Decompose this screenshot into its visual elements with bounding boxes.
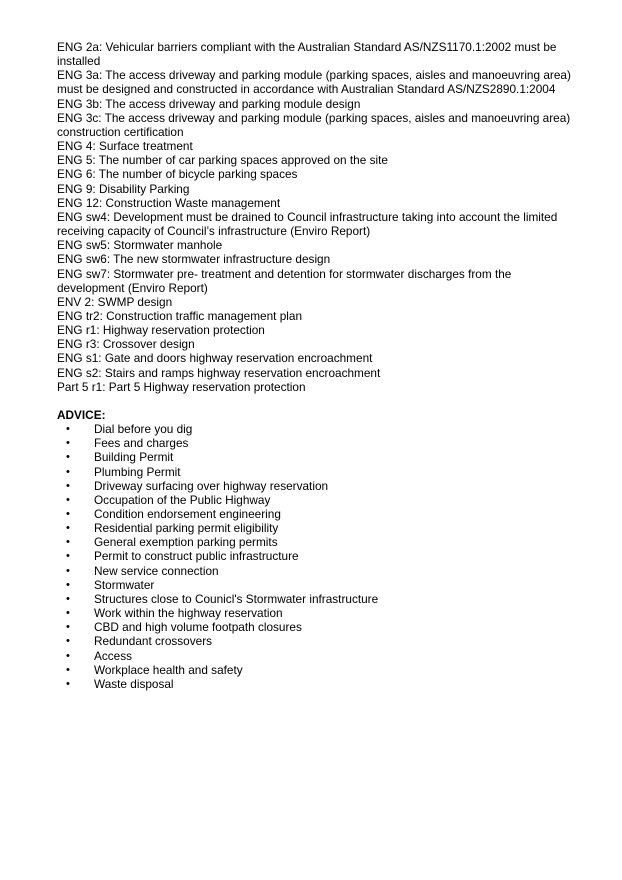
bullet-icon: • [66,649,70,662]
condition-item: ENG s1: Gate and doors highway reservation encroachment [57,351,373,366]
advice-item [57,620,577,634]
advice-item-text: Driveway surfacing over highway reservation [94,478,329,493]
advice-heading: ADVICE: [57,407,106,422]
condition-item: ENG sw5: Stormwater manhole [57,238,223,253]
advice-list [57,422,577,691]
bullet-icon: • [66,493,70,506]
document-page [57,40,577,691]
advice-item-text: Occupation of the Public Highway [94,492,271,507]
bullet-icon: • [66,592,70,605]
bullet-icon: • [66,621,70,634]
bullet-icon: • [66,607,70,620]
condition-item: ENG 4: Surface treatment [57,139,193,154]
advice-item-text: Work within the highway reservation [94,606,283,621]
advice-item-text: Plumbing Permit [94,464,181,479]
advice-item-text: Workplace health and safety [94,662,243,677]
advice-item [57,578,577,592]
bullet-icon: • [66,508,70,520]
advice-item [57,634,577,648]
advice-item [57,465,577,479]
bullet-icon: • [66,550,70,563]
advice-item [57,493,577,507]
bullet-icon: • [66,437,70,450]
bullet-icon: • [66,635,70,648]
condition-item: ENG 3c: The access driveway and parking module (parking spaces, aisles and manoeuvring area) construction certification [57,110,571,139]
condition-item: ENG 6: The number of bicycle parking spaces [57,167,298,182]
bullet-icon: • [66,536,70,549]
condition-item: ENG sw6: The new stormwater infrastructure design [57,252,331,267]
advice-item-text: Stormwater [94,577,155,592]
advice-item [57,450,577,464]
condition-item: ENG 3b: The access driveway and parking module design [57,96,361,111]
advice-item [57,436,577,450]
bullet-icon: • [66,522,70,535]
condition-item: ENG 9: Disability Parking [57,181,190,196]
advice-item [57,521,577,535]
advice-item-text: Permit to construct public infrastructure [94,549,299,564]
advice-item [57,677,577,691]
conditions-list [57,40,577,394]
condition-item: ENG s2: Stairs and ramps highway reservation encroachment [57,365,381,380]
advice-item-text: Residential parking permit eligibility [94,521,279,536]
advice-item-text: Condition endorsement engineering [94,507,281,521]
advice-item [57,564,577,578]
condition-item: ENG r3: Crossover design [57,337,195,352]
advice-item-text: Fees and charges [94,436,189,451]
bullet-icon: • [66,451,70,464]
bullet-icon: • [66,479,70,492]
bullet-icon: • [66,677,70,690]
bullet-icon: • [66,663,70,676]
condition-item: ENG r1: Highway reservation protection [57,323,265,338]
advice-item-text: Redundant crossovers [94,634,213,649]
advice-item [57,422,577,436]
advice-item-text: CBD and high volume footpath closures [94,620,302,635]
advice-item [57,549,577,563]
condition-item: ENG 3a: The access driveway and parking module (parking spaces, aisles and manoeuvring area) must be designed and constructed in accordance with Australian Standard AS/NZS2890.1:2004 [57,68,571,97]
condition-item: ENG 5: The number of car parking spaces approved on the site [57,153,388,168]
advice-item [57,592,577,606]
advice-item [57,479,577,493]
condition-item: ENG 2a: Vehicular barriers compliant with the Australian Standard AS/NZS1170.1:2002 must be installed [57,40,557,69]
advice-item-text: Structures close to Counicl's Stormwater infrastructure [94,591,379,606]
advice-item-text: Access [94,648,133,663]
advice-item [57,649,577,663]
advice-item-text: Waste disposal [94,676,174,691]
advice-item-text: Building Permit [94,450,174,465]
condition-item: ENG sw4: Development must be drained to Council infrastructure taking into account the limited receiving capacity of Council’s infrastructure (Enviro Report) [57,209,558,239]
condition-item: ENV 2: SWMP design [57,294,173,309]
advice-item-text: General exemption parking permits [94,535,278,550]
bullet-icon: • [66,423,70,436]
advice-item-text: New service connection [94,563,219,578]
advice-item-text: Dial before you dig [94,422,193,437]
advice-item [57,606,577,620]
condition-item: ENG sw7: Stormwater pre- treatment and detention for stormwater discharges from the development (Enviro Report) [57,266,512,295]
bullet-icon: • [66,465,70,478]
condition-item: ENG tr2: Construction traffic management plan [57,308,303,323]
advice-item [57,535,577,549]
condition-item: Part 5 r1: Part 5 Highway reservation protection [57,379,306,394]
advice-item [57,507,577,521]
bullet-icon: • [66,578,70,591]
bullet-icon: • [66,564,70,577]
condition-item: ENG 12: Construction Waste management [57,195,281,210]
advice-item [57,663,577,677]
